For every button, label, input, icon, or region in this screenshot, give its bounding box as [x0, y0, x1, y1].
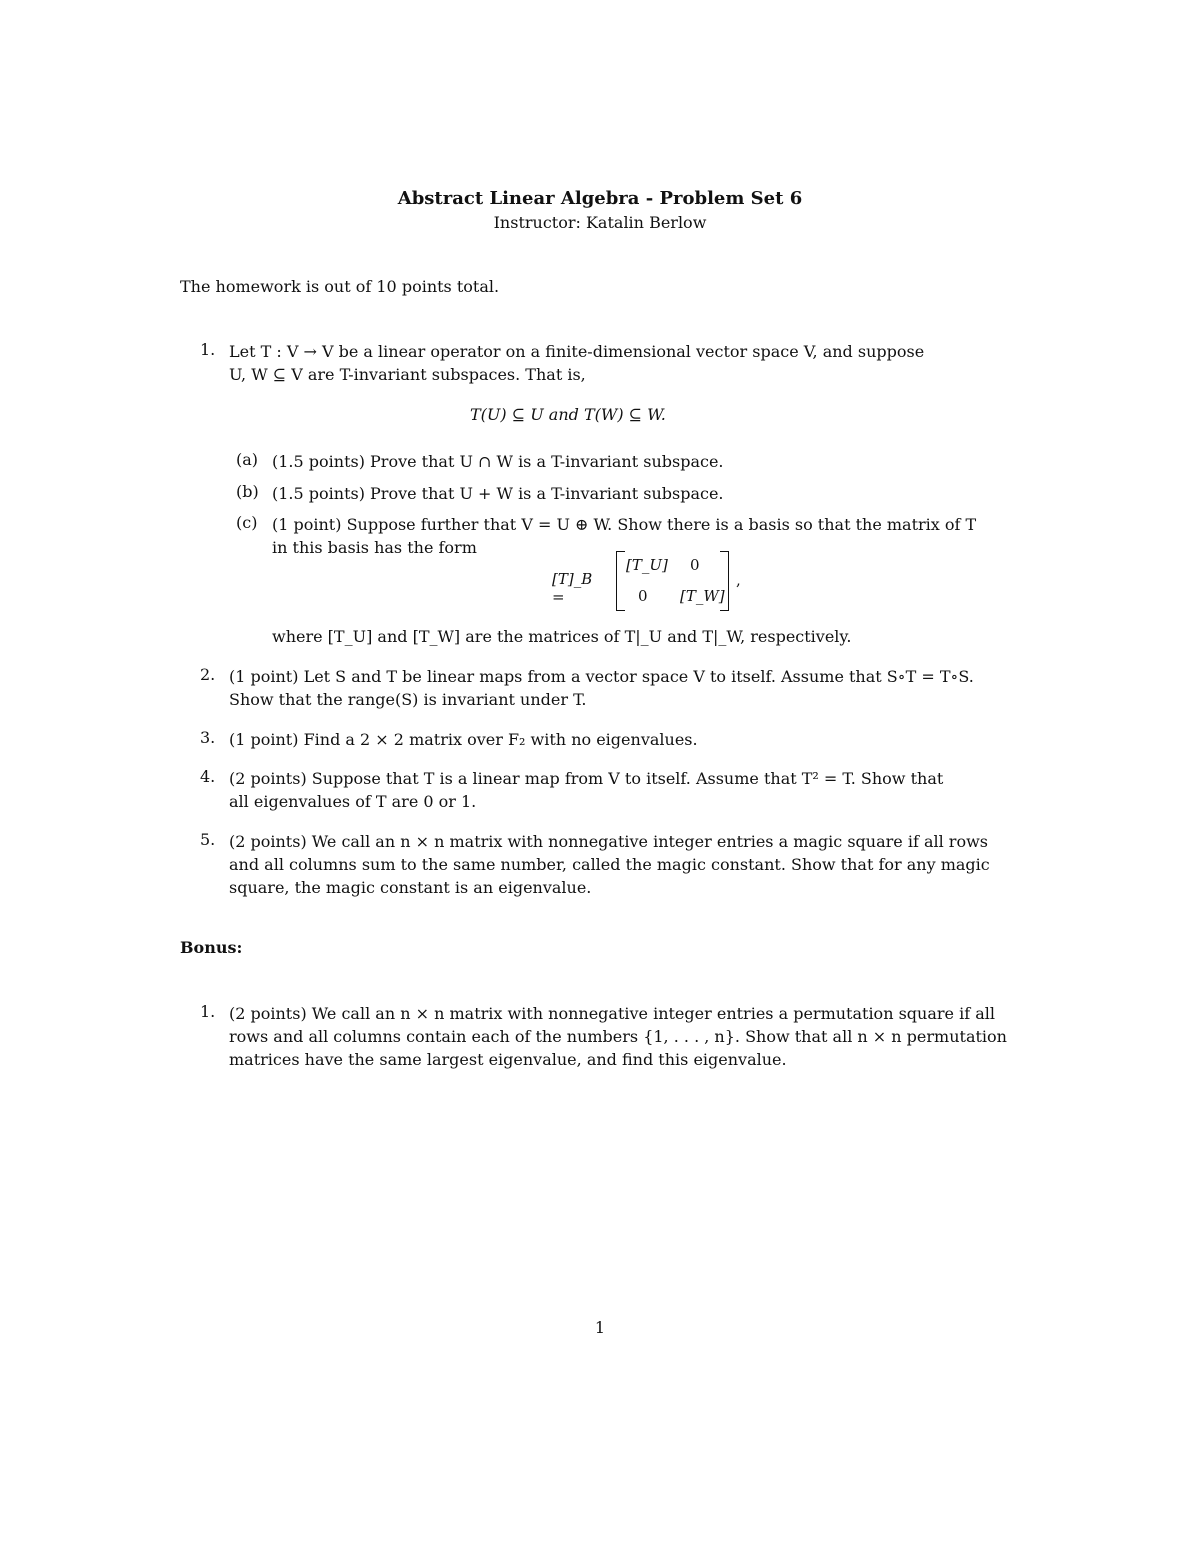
page-number: 1	[594, 1318, 606, 1337]
matrix-comma: ,	[736, 571, 741, 589]
problem-1-text: Let T : V → V be a linear operator on a finite-dimensional vector space V, and suppose U, W ⊆ V are T-invariant subspaces. That is,	[229, 342, 925, 384]
matrix-right-bracket	[720, 551, 729, 611]
document-title: Abstract Linear Algebra - Problem Set 6	[397, 188, 803, 209]
matrix-cell-11: [T_U]	[626, 556, 668, 574]
problem-1c-where: where [T_U] and [T_W] are the matrices of T|_U and T|_W, respectively.	[272, 627, 852, 646]
problem-4-number: 4.	[200, 767, 216, 786]
intro-text: The homework is out of 10 points total.	[180, 277, 500, 296]
problem-1a-label: (a)	[236, 450, 259, 469]
problem-1-display-equation: T(U) ⊆ U and T(W) ⊆ W.	[470, 405, 666, 424]
bonus-heading: Bonus:	[180, 938, 243, 957]
problem-1b-text: (1.5 points) Prove that U + W is a T-invariant subspace.	[272, 484, 724, 503]
problem-2-number: 2.	[200, 665, 216, 684]
bonus-1-text: (2 points) We call an n × n matrix with nonnegative integer entries a permutation square if all rows and all columns contain each of the numbers {1, . . . , n}. Show that all n × n permutation matrices have the same largest eigenvalue, and find this eigenvalue.	[229, 1004, 1007, 1069]
problem-1c-label: (c)	[236, 513, 258, 532]
problem-5-number: 5.	[200, 830, 216, 849]
matrix-left-bracket	[616, 551, 625, 611]
problem-5-text: (2 points) We call an n × n matrix with nonnegative integer entries a magic square if all rows and all columns sum to the same number, called the magic constant. Show that for any magic square, the magic constant is an eigenvalue.	[229, 832, 990, 897]
problem-1-number: 1.	[200, 340, 216, 359]
problem-3-number: 3.	[200, 728, 216, 747]
problem-1b-label: (b)	[236, 482, 259, 501]
matrix-cell-12: 0	[690, 556, 700, 574]
matrix-cell-22: [T_W]	[680, 587, 725, 605]
bonus-1-number: 1.	[200, 1002, 216, 1021]
matrix-cell-21: 0	[638, 587, 648, 605]
problem-1a-text: (1.5 points) Prove that U ∩ W is a T-invariant subspace.	[272, 452, 724, 471]
problem-1c-text: (1 point) Suppose further that V = U ⊕ W. Show there is a basis so that the matrix of T in this basis has the form	[272, 515, 977, 557]
problem-2-text: (1 point) Let S and T be linear maps from a vector space V to itself. Assume that S∘T = T∘S. Show that the range(S) is invariant under T.	[229, 667, 974, 709]
problem-4-text: (2 points) Suppose that T is a linear map from V to itself. Assume that T² = T. Show that all eigenvalues of T are 0 or 1.	[229, 769, 944, 811]
problem-3-text: (1 point) Find a 2 × 2 matrix over F₂ with no eigenvalues.	[229, 730, 698, 749]
matrix-lhs: [T]_B =	[552, 570, 593, 606]
instructor-line: Instructor: Katalin Berlow	[493, 213, 707, 232]
